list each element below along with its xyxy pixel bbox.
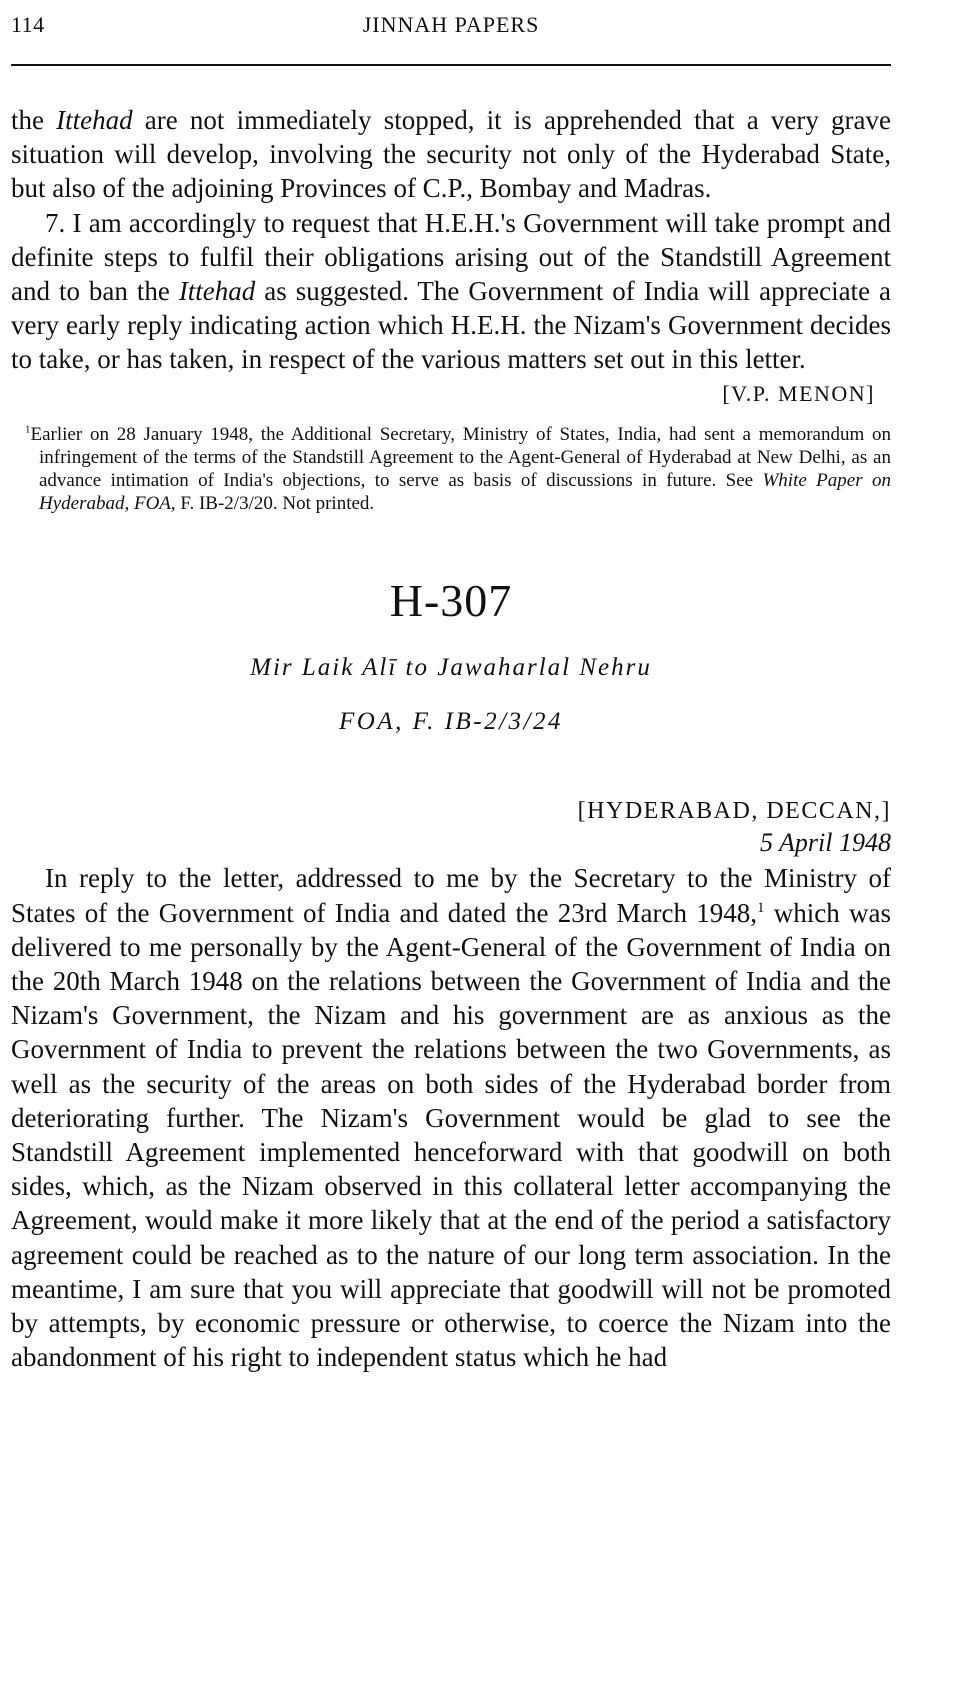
letter-body: In reply to the letter, addressed to me by the Secretary to the Ministry of States of the Government of India and dated the 23rd March 1948,$^1$ which was delivered to me personally by the Agent-General of the Government of India on the 20th March 1948 on the relations between the Government of India and the Nizam's Government, the Nizam and his government are as anxious as the Government of India to prevent the relations between the two Governments, as well as the security of the areas on both sides of the Hyderabad border from deteriorating further. The Nizam's Government would be glad to see the Standstill Agreement implemented henceforward with that goodwill on both sides, which, as the Nizam observed in this collateral letter accompanying the Agreement, would make it more likely that at the end of the period a satisfactory agreement could be reached as to the nature of our long term association. In the meantime, I am sure that you will appreciate that goodwill will not be promoted by attempts, by economic pressure or otherwise, to coerce the Nizam into the abandonment of his right to independent status which he had [11, 863, 891, 1373]
letter-signature: [V.P. MENON] [722, 380, 875, 406]
letter-paragraph-continued: the Ittehad are not immediately stopped, it is apprehended that a very grave situation will develop, involving the security not only of the Hyderabad State, but also of the adjoining Provinces of C.P., Bombay and Madras. [11, 105, 891, 204]
letter-place: [HYDERABAD, DECCAN,] [577, 798, 891, 825]
document-source: FOA, F. IB-2/3/24 [339, 708, 563, 736]
book-page [11, 0, 891, 1374]
header-rule [11, 64, 891, 66]
running-title: JINNAH PAPERS [362, 12, 540, 37]
document-correspondents: Mir Laik Alī to Jawaharlal Nehru [250, 654, 652, 682]
footnote-marker: 1 [25, 423, 31, 436]
letter-date: 5 April 1948 [760, 828, 891, 858]
document-number: H-307 [389, 575, 513, 627]
letter-paragraph-7: 7. I am accordingly to request that H.E.H.'s Government will take prompt and definite steps to fulfil their obligations arising out of the Standstill Agreement and to ban the Ittehad as suggested. The Government of India will appreciate a very early reply indicating action which H.E.H. the Nizam's Government decides to take, or has taken, in respect of the various matters set out in this letter. [11, 207, 891, 375]
page-number: 114 [11, 12, 45, 37]
footnote-reference: 1 [756, 899, 765, 916]
page-header [11, 0, 891, 44]
footnote: $^1$Earlier on 28 January 1948, the Additional Secretary, Ministry of States, India, had sent a memorandum on infringement of the terms of the Standstill Agreement to the Agent-General of Hyderabad at New Delhi, as an advance intimation of India's objections, to serve as basis of discussions in future. See White Paper on Hyderabad, FOA, F. IB-2/3/20. Not printed. [25, 423, 891, 515]
